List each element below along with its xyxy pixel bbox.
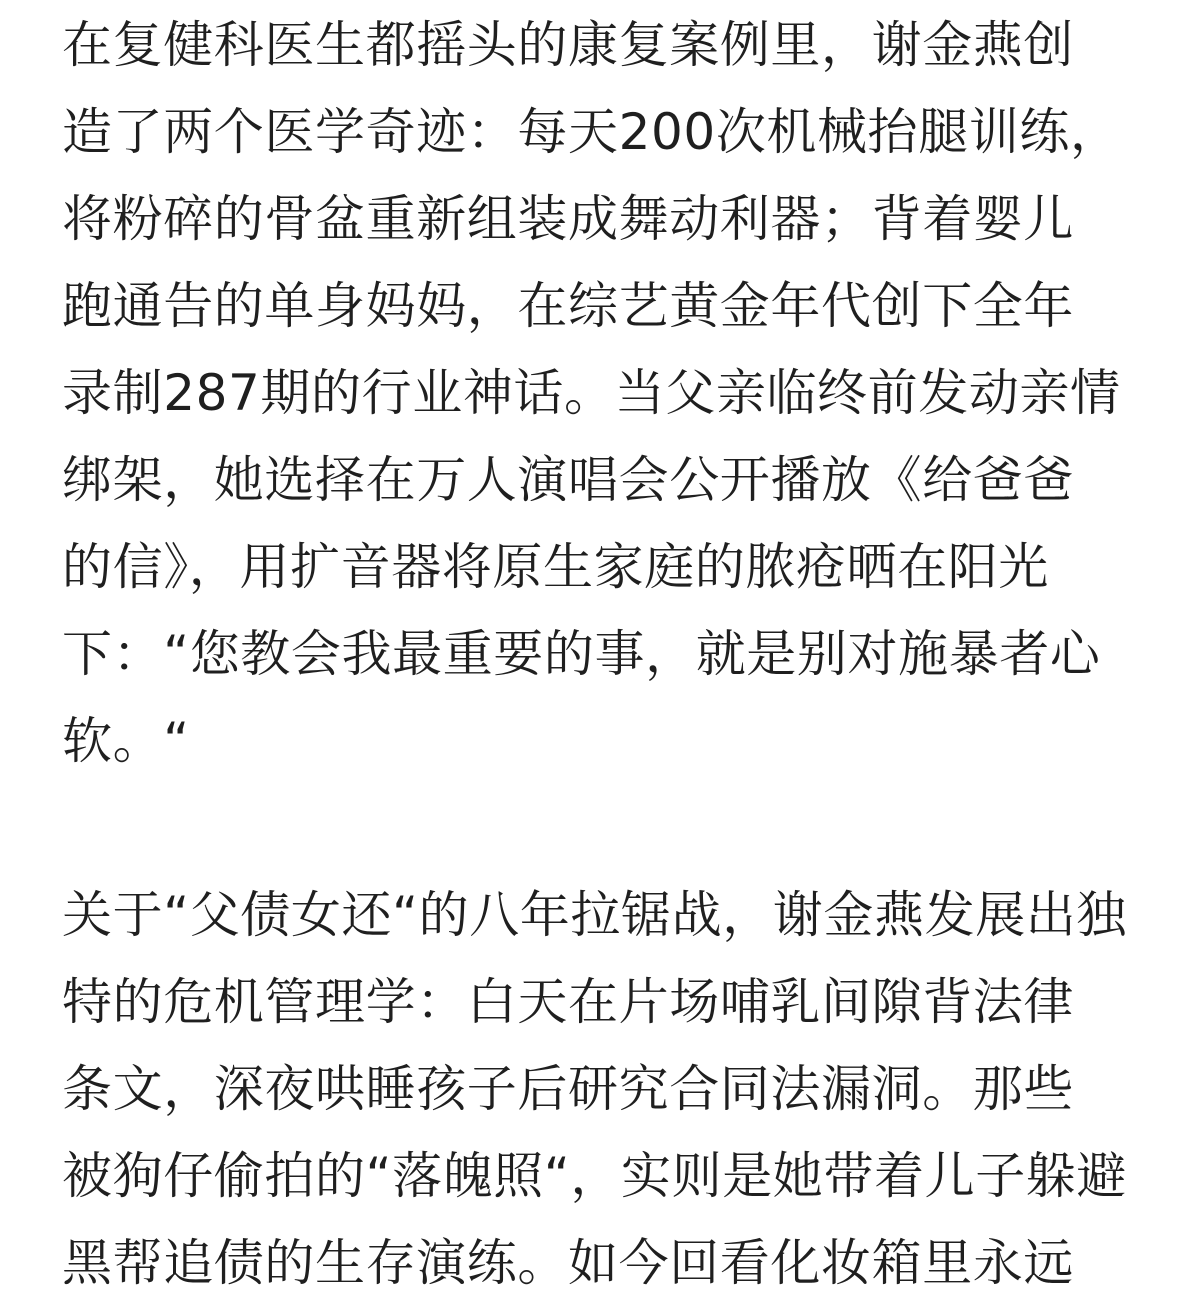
paragraph-line: 造了两个医学奇迹：每天200次机械抬腿训练， bbox=[62, 103, 1121, 161]
article-body bbox=[62, 0, 1128, 1307]
paragraph-line: 的信》，用扩音器将原生家庭的脓疮晒在阳光 bbox=[62, 538, 1049, 596]
article-paragraph-2 bbox=[62, 872, 1128, 1307]
paragraph-line: 条文，深夜哄睡孩子后研究合同法漏洞。那些 bbox=[62, 1060, 1074, 1118]
paragraph-line: 将粉碎的骨盆重新组装成舞动利器；背着婴儿 bbox=[62, 190, 1074, 248]
paragraph-line: 软。“ bbox=[62, 712, 190, 770]
article-paragraph-1 bbox=[62, 0, 1122, 785]
paragraph-line: 特的危机管理学：白天在片场哺乳间隙背法律 bbox=[62, 973, 1074, 1031]
paragraph-line: 录制287期的行业神话。当父亲临终前发动亲情 bbox=[62, 364, 1121, 422]
paragraph-line: 跑通告的单身妈妈，在综艺黄金年代创下全年 bbox=[62, 277, 1074, 335]
paragraph-line: 关于“父债女还“的八年拉锯战，谢金燕发展出独 bbox=[62, 886, 1128, 944]
paragraph-line: 黑帮追债的生存演练。如今回看化妆箱里永远 bbox=[62, 1234, 1074, 1292]
paragraph-line: 被狗仔偷拍的“落魄照“，实则是她带着儿子躲避 bbox=[62, 1147, 1128, 1205]
paragraph-line: 绑架，她选择在万人演唱会公开播放《给爸爸 bbox=[62, 451, 1074, 509]
paragraph-line: 下：“您教会我最重要的事，就是别对施暴者心 bbox=[62, 625, 1101, 683]
paragraph-line: 在复健科医生都摇头的康复案例里，谢金燕创 bbox=[62, 16, 1074, 74]
